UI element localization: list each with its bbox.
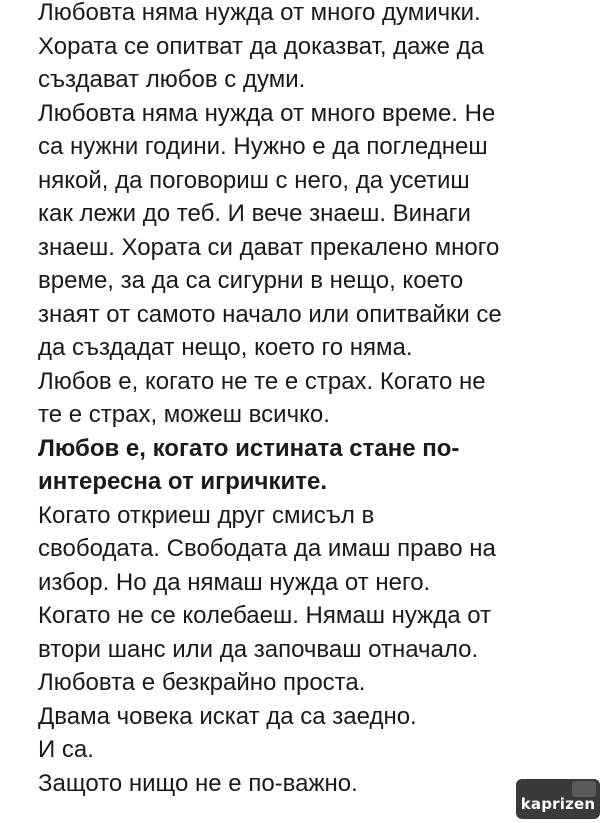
- text-line: Защото нищо не е по-важно.: [38, 769, 358, 797]
- text-line: Когато не се колебаеш. Нямаш нужда от: [38, 602, 492, 629]
- text-line: Любовта няма нужда от много думички.: [38, 0, 481, 26]
- text-line: Двама човека искат да са заедно.: [38, 702, 417, 730]
- text-line-bold: интересна от игричките.: [38, 468, 328, 495]
- text-line: те е страх, можеш всичко.: [38, 401, 330, 428]
- text-line: да създадат нещо, което го няма.: [38, 334, 413, 361]
- text-line: време, за да са сигурни в нещо, което: [38, 267, 464, 294]
- text-line: са нужни години. Нужно е да погледнеш: [38, 133, 488, 160]
- text-line: някой, да поговориш с него, да усетиш: [38, 166, 470, 194]
- text-line: Когато откриеш друг смисъл в: [38, 501, 375, 529]
- text-line-bold: Любов е, когато истината стане по-: [38, 434, 460, 462]
- text-line: И са.: [38, 736, 94, 763]
- text-line: как лежи до теб. И вече знаеш. Винаги: [38, 200, 471, 227]
- watermark-text: kaprizen: [520, 795, 596, 813]
- text-line: свободата. Свободата да имаш право на: [38, 535, 496, 562]
- text-line: втори шанс или да започваш отначало.: [38, 635, 479, 663]
- watermark-logo: [516, 779, 600, 819]
- text-line: Любовта е безкрайно проста.: [38, 669, 366, 696]
- quote-text-block: [38, 0, 598, 800]
- text-line: знаят от самото начало или опитвайки се: [38, 300, 502, 328]
- text-line: Любов е, когато не те е страх. Когато не: [38, 367, 486, 395]
- text-line: създават любов с думи.: [38, 66, 306, 93]
- text-line: избор. Но да нямаш нужда от него.: [38, 568, 431, 596]
- text-line: Любовта няма нужда от много време. Не: [38, 99, 496, 127]
- text-line: знаеш. Хората си дават прекалено много: [38, 233, 500, 261]
- text-line: Хората се опитват да доказват, даже да: [38, 32, 484, 60]
